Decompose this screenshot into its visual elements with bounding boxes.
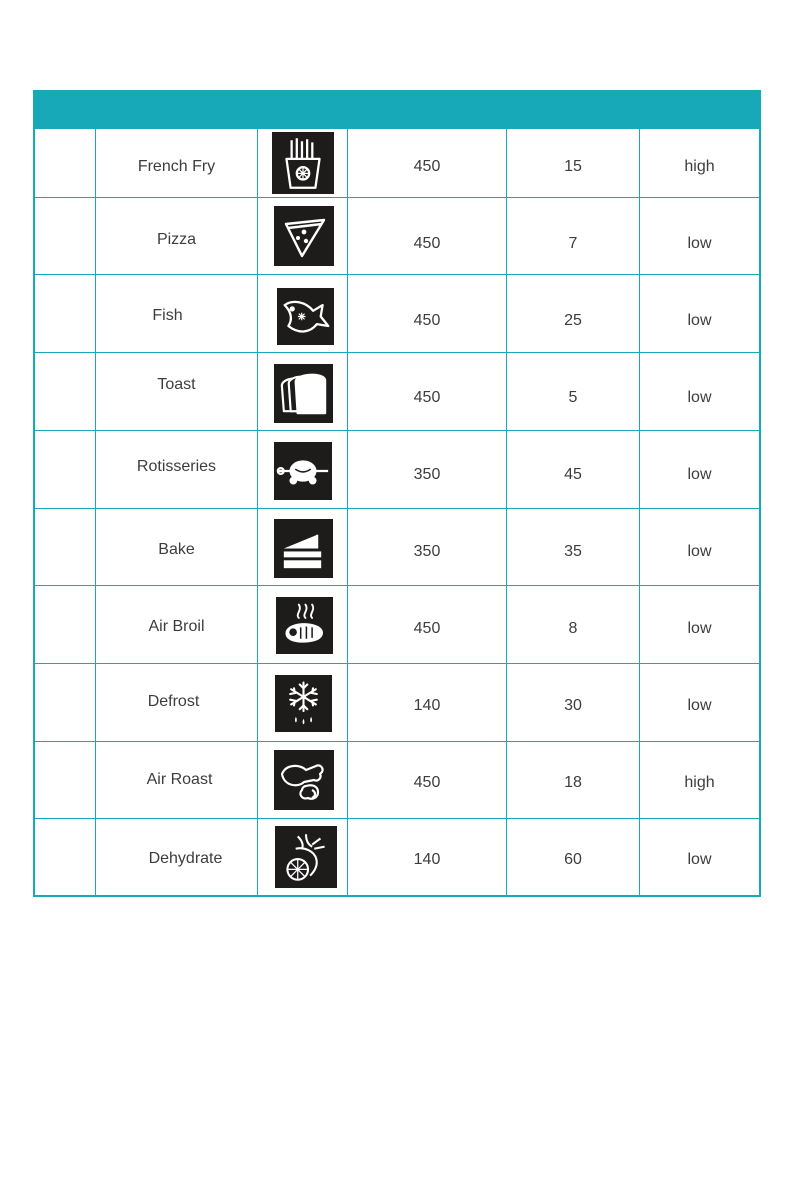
preset-fan-speed: low (687, 389, 712, 406)
preset-name: Dehydrate (148, 850, 223, 867)
preset-temperature: 350 (413, 543, 441, 560)
preset-temperature: 450 (413, 235, 441, 252)
preset-name: Air Roast (146, 771, 213, 788)
dried-fruit-icon (275, 826, 337, 888)
toast-icon (274, 364, 333, 423)
row-divider (35, 197, 759, 198)
row-divider (35, 818, 759, 819)
preset-name: French Fry (137, 158, 216, 175)
preset-temperature: 450 (413, 774, 441, 791)
preset-time: 45 (564, 466, 582, 483)
row-divider (35, 585, 759, 586)
preset-name: Rotisseries (136, 458, 217, 475)
preset-time: 35 (564, 543, 582, 560)
preset-fan-speed: high (684, 774, 715, 791)
preset-time: 25 (564, 312, 582, 329)
preset-time: 7 (568, 235, 578, 252)
preset-time: 30 (564, 697, 582, 714)
row-divider (35, 430, 759, 431)
row-divider (35, 663, 759, 664)
row-divider (35, 508, 759, 509)
preset-fan-speed: low (687, 620, 712, 637)
preset-name: Bake (158, 541, 195, 558)
preset-time: 15 (564, 158, 582, 175)
preset-name: Toast (157, 376, 196, 393)
preset-temperature: 350 (413, 466, 441, 483)
preset-time: 18 (564, 774, 582, 791)
french-fry-icon (272, 132, 334, 194)
preset-name: Fish (152, 307, 183, 324)
preset-fan-speed: low (687, 466, 712, 483)
preset-temperature: 140 (413, 851, 441, 868)
preset-name: Pizza (156, 231, 197, 248)
preset-time: 60 (564, 851, 582, 868)
preset-temperature: 450 (413, 620, 441, 637)
preset-time: 5 (568, 389, 578, 406)
steak-icon (276, 597, 333, 654)
preset-temperature: 450 (413, 158, 441, 175)
preset-fan-speed: low (687, 851, 712, 868)
preset-fan-speed: low (687, 235, 712, 252)
row-divider (35, 274, 759, 275)
cooking-presets-table (33, 90, 761, 897)
fish-icon (277, 288, 334, 345)
preset-fan-speed: high (684, 158, 715, 175)
preset-temperature: 140 (413, 697, 441, 714)
pizza-icon (274, 206, 334, 266)
table-header-bar (35, 92, 759, 129)
preset-time: 8 (568, 620, 578, 637)
preset-name: Air Broil (148, 618, 205, 635)
preset-temperature: 450 (413, 312, 441, 329)
preset-fan-speed: low (687, 543, 712, 560)
rotisserie-chicken-icon (274, 442, 332, 500)
preset-fan-speed: low (687, 697, 712, 714)
preset-fan-speed: low (687, 312, 712, 329)
row-divider (35, 741, 759, 742)
row-divider (35, 352, 759, 353)
snowflake-icon (275, 675, 332, 732)
cake-slice-icon (274, 519, 333, 578)
drumstick-icon (274, 750, 334, 810)
preset-temperature: 450 (413, 389, 441, 406)
preset-name: Defrost (147, 693, 200, 710)
